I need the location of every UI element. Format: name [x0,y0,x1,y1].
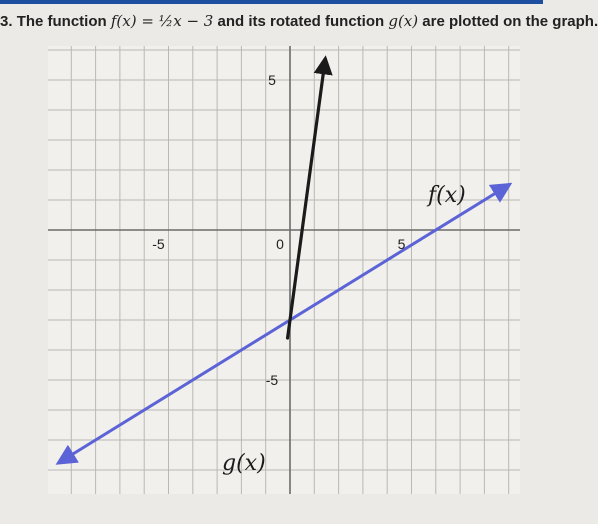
question-text-middle: and its rotated function [217,13,385,30]
question-text-after: are plotted on the graph. [422,13,598,30]
rotated-function-formula: g(x) [388,12,419,30]
series-label-f: f(x) [428,183,466,208]
y-tick-label: -5 [265,372,279,388]
x-tick-label: 0 [276,236,284,252]
function-formula: f(x) = ½x − 3 [110,12,214,30]
question-text-before: The function [16,13,107,30]
series-label-g: g(x) [222,451,266,476]
x-tick-label: -5 [152,236,165,252]
y-tick-label: 5 [268,72,276,88]
question-number: 3. [0,13,13,30]
x-tick-label: 5 [397,236,406,252]
